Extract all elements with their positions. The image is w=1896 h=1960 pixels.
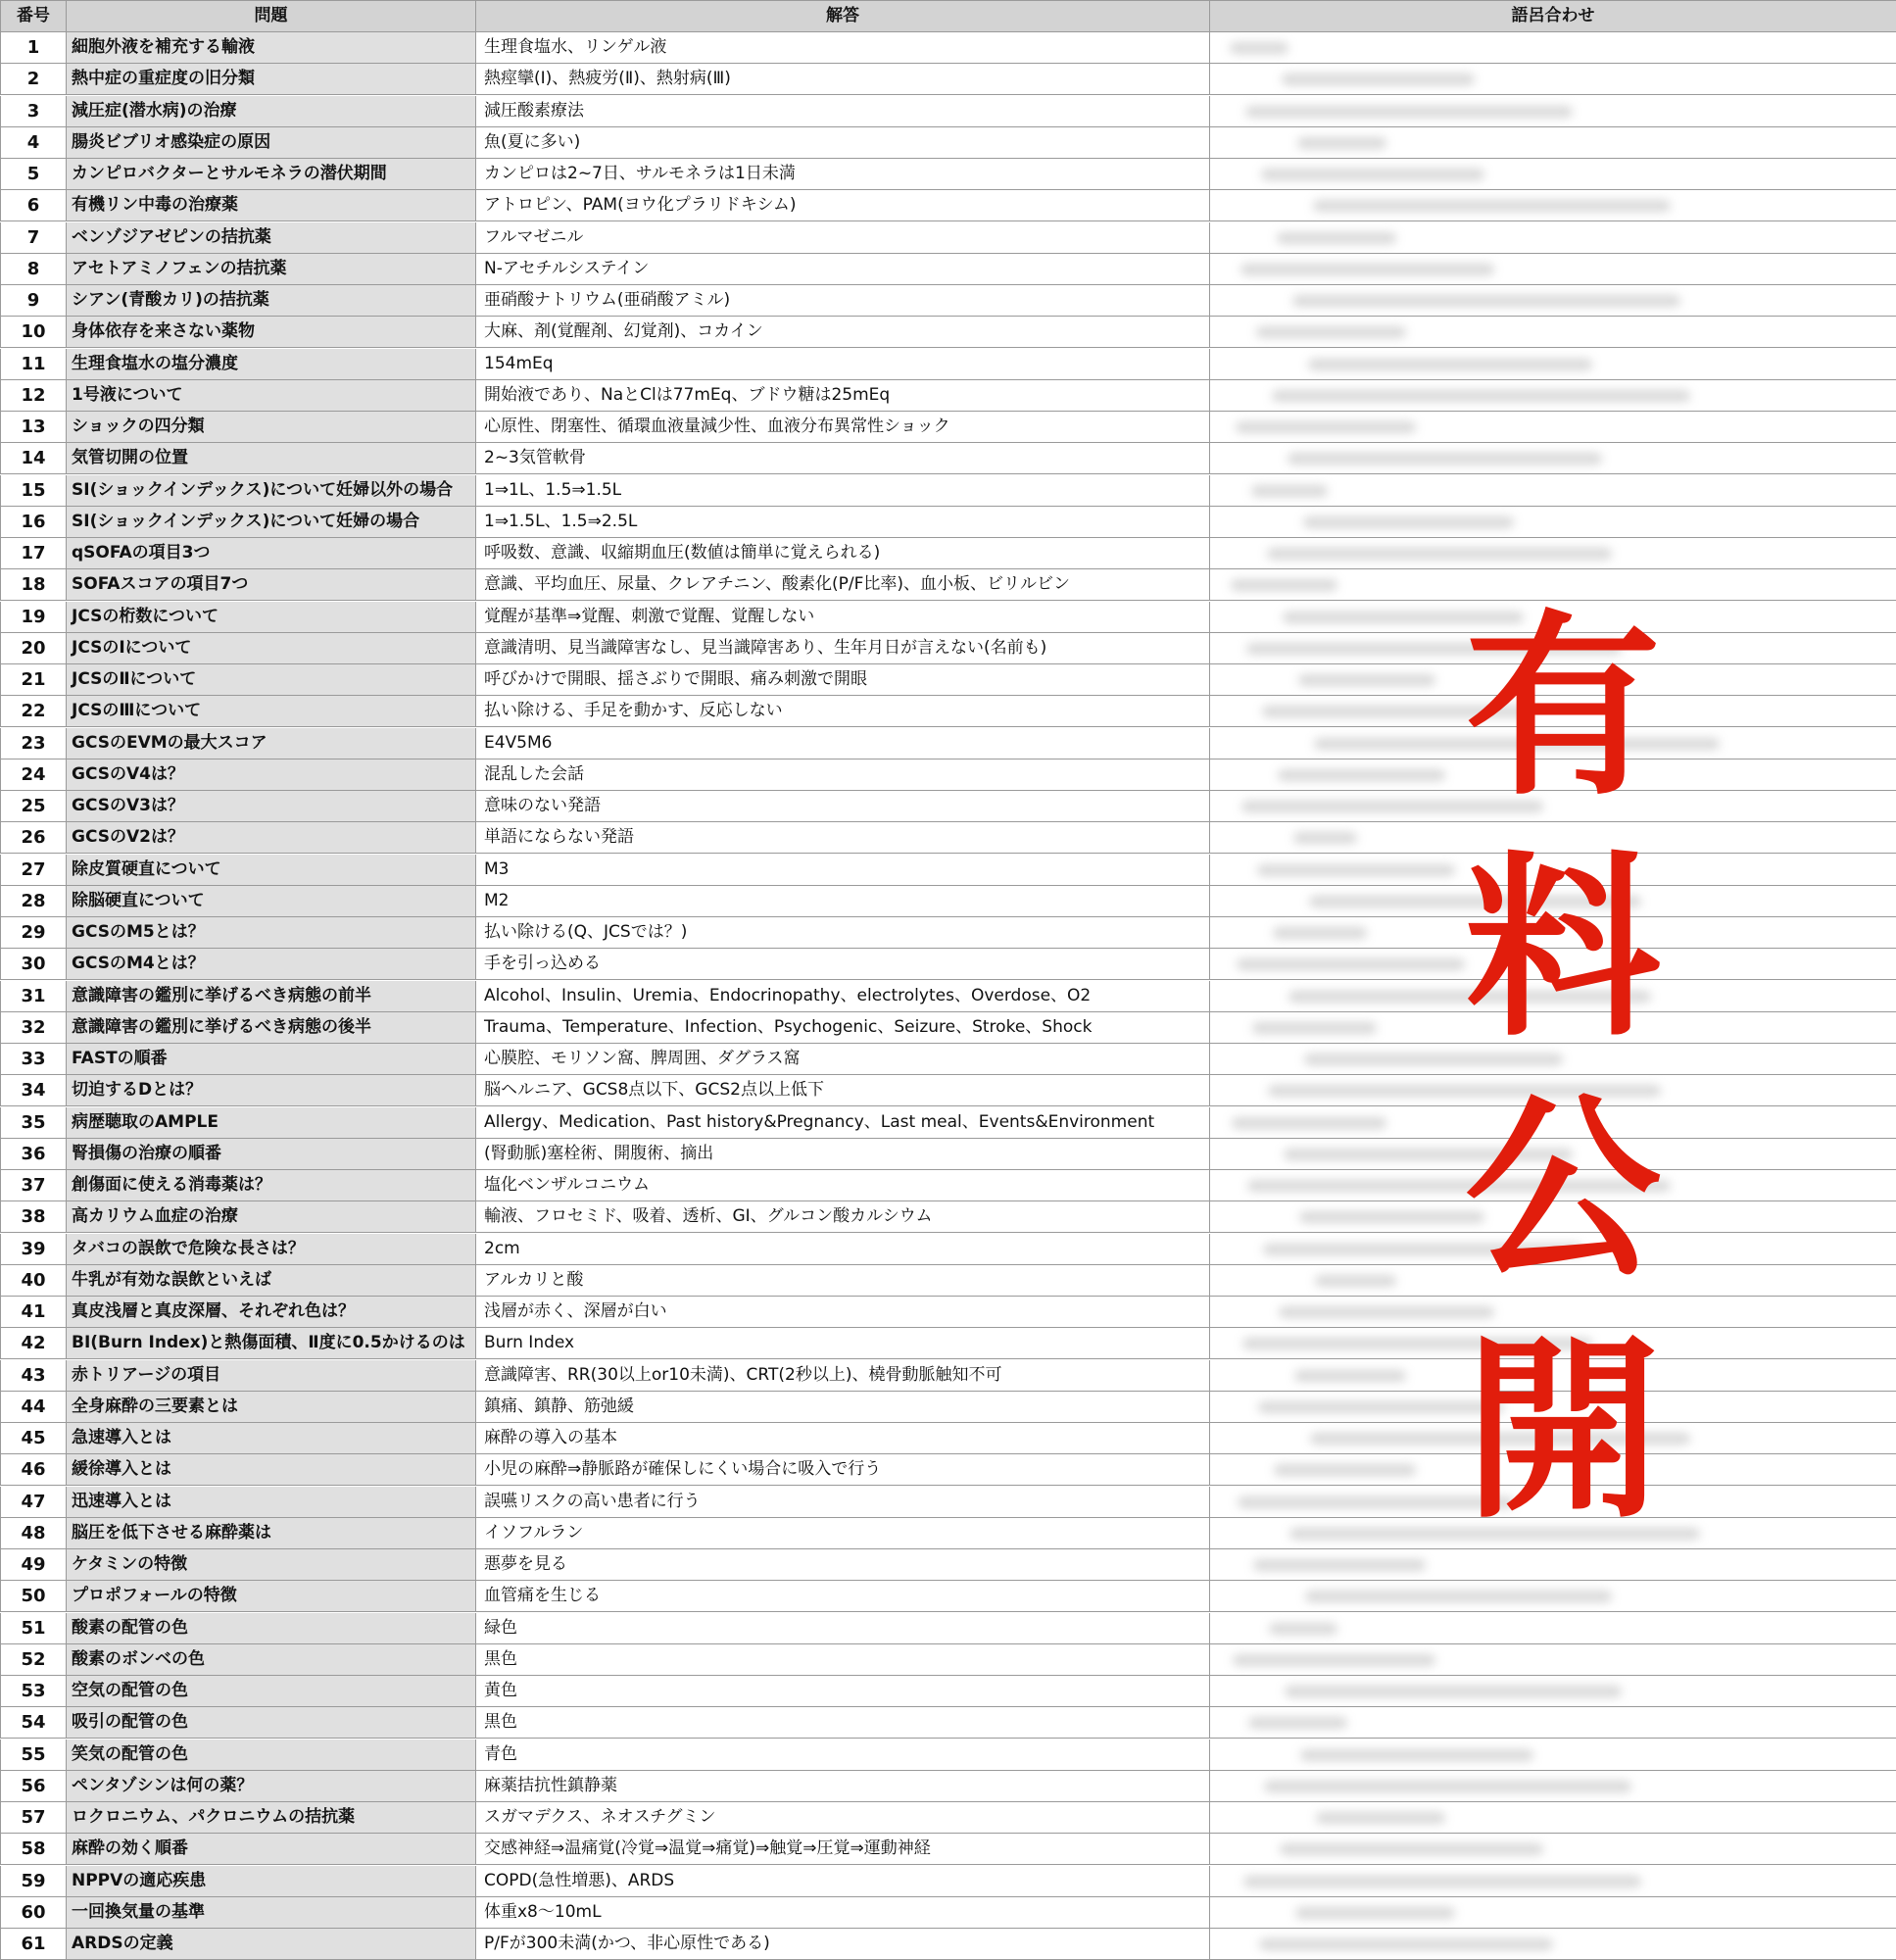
mnemonic-cell-blurred[interactable] <box>1210 1644 1896 1676</box>
question-cell[interactable]: ショックの四分類 <box>67 412 476 443</box>
blurred-text <box>1236 421 1416 433</box>
row-number-cell[interactable]: 19 <box>0 602 67 633</box>
answer-cell[interactable]: 血管痛を生じる <box>476 1581 1210 1612</box>
row-number-cell[interactable]: 50 <box>0 1581 67 1612</box>
row-number-cell[interactable]: 36 <box>0 1139 67 1170</box>
row-number-cell[interactable]: 55 <box>0 1740 67 1771</box>
blurred-text <box>1313 200 1671 212</box>
overlay-char: 有 <box>1464 594 1661 822</box>
table-row <box>0 1549 1896 1581</box>
row-number-cell[interactable]: 2 <box>0 64 67 95</box>
answer-cell[interactable]: 鎮痛、鎮静、筋弛緩 <box>476 1392 1210 1423</box>
question-cell[interactable]: 緩徐導入とは <box>67 1454 476 1486</box>
row-number-cell[interactable]: 53 <box>0 1676 67 1707</box>
header-answer: 解答 <box>476 0 1210 32</box>
answer-cell[interactable]: カンピロは2~7日、サルモネラは1日未満 <box>476 159 1210 190</box>
table-row <box>0 475 1896 507</box>
header-question: 問題 <box>67 0 476 32</box>
row-number-cell[interactable]: 14 <box>0 443 67 474</box>
mnemonic-cell-blurred[interactable] <box>1210 96 1896 127</box>
header-num: 番号 <box>0 0 67 32</box>
answer-cell[interactable]: 1⇒1L、1.5⇒1.5L <box>476 475 1210 507</box>
table-row <box>0 32 1896 64</box>
mnemonic-cell-blurred[interactable] <box>1210 285 1896 317</box>
question-cell[interactable]: 細胞外液を補充する輸液 <box>67 32 476 64</box>
answer-cell[interactable]: 払い除ける、手足を動かす、反応しない <box>476 696 1210 727</box>
answer-cell[interactable]: 黒色 <box>476 1707 1210 1739</box>
mnemonic-cell-blurred[interactable] <box>1210 32 1896 64</box>
row-number-cell[interactable]: 35 <box>0 1107 67 1139</box>
row-number-cell[interactable]: 29 <box>0 917 67 949</box>
mnemonic-cell-blurred[interactable] <box>1210 475 1896 507</box>
answer-cell[interactable]: 塩化ベンザルコニウム <box>476 1170 1210 1201</box>
blurred-text <box>1295 1907 1455 1919</box>
question-cell[interactable]: 赤トリアージの項目 <box>67 1360 476 1392</box>
table-row <box>0 254 1896 285</box>
mnemonic-cell-blurred[interactable] <box>1210 159 1896 190</box>
mnemonic-cell-blurred[interactable] <box>1210 127 1896 159</box>
table-row <box>0 317 1896 348</box>
question-cell[interactable]: プロポフォールの特徴 <box>67 1581 476 1612</box>
question-cell[interactable]: GCSのM5とは？ <box>67 917 476 949</box>
row-number-cell[interactable]: 12 <box>0 380 67 412</box>
row-number-cell[interactable]: 38 <box>0 1201 67 1233</box>
question-cell[interactable]: JCSの桁数について <box>67 602 476 633</box>
mnemonic-cell-blurred[interactable] <box>1210 349 1896 380</box>
question-cell[interactable]: ペンタゾシンは何の薬？ <box>67 1771 476 1802</box>
row-number-cell[interactable]: 9 <box>0 285 67 317</box>
answer-cell[interactable]: 呼吸数、意識、収縮期血圧(数値は簡単に覚えられる) <box>476 538 1210 569</box>
row-number-cell[interactable]: 4 <box>0 127 67 159</box>
answer-cell[interactable]: 熱痙攣(Ⅰ)、熱疲労(Ⅱ)、熱射病(Ⅲ) <box>476 64 1210 95</box>
question-cell[interactable]: 意識障害の鑑別に挙げるべき病態の前半 <box>67 981 476 1012</box>
answer-cell[interactable]: 2~3気管軟骨 <box>476 443 1210 474</box>
answer-cell[interactable]: COPD(急性増悪)、ARDS <box>476 1866 1210 1897</box>
blurred-text <box>1285 1686 1622 1697</box>
blurred-text <box>1303 516 1514 528</box>
blurred-text <box>1253 1559 1426 1571</box>
question-cell[interactable]: JCSのⅡについて <box>67 664 476 696</box>
row-number-cell[interactable]: 41 <box>0 1297 67 1328</box>
blurred-text <box>1252 1022 1377 1034</box>
answer-cell[interactable]: 緑色 <box>476 1613 1210 1644</box>
table-row <box>0 1613 1896 1644</box>
row-number-cell[interactable]: 26 <box>0 822 67 854</box>
table-row <box>0 285 1896 317</box>
row-number-cell[interactable]: 45 <box>0 1423 67 1454</box>
mnemonic-cell-blurred[interactable] <box>1210 443 1896 474</box>
table-row <box>0 507 1896 538</box>
question-cell[interactable]: GCSのEVMの最大スコア <box>67 728 476 760</box>
question-cell[interactable]: GCSのV4は？ <box>67 760 476 791</box>
answer-cell[interactable]: 意識、平均血圧、尿量、クレアチニン、酸素化(P/F比率)、血小板、ビリルビン <box>476 569 1210 601</box>
question-cell[interactable]: 切迫するDとは？ <box>67 1075 476 1106</box>
row-number-cell[interactable]: 20 <box>0 633 67 664</box>
row-number-cell[interactable]: 25 <box>0 791 67 822</box>
answer-cell[interactable]: P/Fが300未満(かつ、非心原性である) <box>476 1929 1210 1960</box>
answer-cell[interactable]: 魚(夏に多い) <box>476 127 1210 159</box>
question-cell[interactable]: タバコの誤飲で危険な長さは？ <box>67 1234 476 1265</box>
table-row <box>0 96 1896 127</box>
blurred-text <box>1240 264 1494 275</box>
mnemonic-cell-blurred[interactable] <box>1210 64 1896 95</box>
question-cell[interactable]: JCSのⅠについて <box>67 633 476 664</box>
table-row <box>0 1929 1896 1960</box>
question-cell[interactable]: 牛乳が有効な誤飲といえば <box>67 1265 476 1297</box>
answer-cell[interactable]: スガマデクス、ネオスチグミン <box>476 1802 1210 1834</box>
row-number-cell[interactable]: 34 <box>0 1075 67 1106</box>
answer-cell[interactable]: 2cm <box>476 1234 1210 1265</box>
answer-cell[interactable]: フルマゼニル <box>476 222 1210 254</box>
blurred-text <box>1308 359 1592 370</box>
answer-cell[interactable]: 小児の麻酔⇒静脈路が確保しにくい場合に吸入で行う <box>476 1454 1210 1486</box>
answer-cell[interactable]: 黒色 <box>476 1644 1210 1676</box>
question-cell[interactable]: ARDSの定義 <box>67 1929 476 1960</box>
row-number-cell[interactable]: 22 <box>0 696 67 727</box>
answer-cell[interactable]: アトロピン、PAM(ヨウ化プラリドキシム) <box>476 190 1210 221</box>
blurred-text <box>1274 1464 1416 1476</box>
mnemonic-cell-blurred[interactable] <box>1210 1866 1896 1897</box>
blurred-text <box>1298 674 1435 686</box>
row-number-cell[interactable]: 31 <box>0 981 67 1012</box>
question-cell[interactable]: シアン(青酸カリ)の拮抗薬 <box>67 285 476 317</box>
question-cell[interactable]: SI(ショックインデックス)について妊婦以外の場合 <box>67 475 476 507</box>
blurred-text <box>1288 453 1602 465</box>
answer-cell[interactable]: (腎動脈)塞栓術、開腹術、摘出 <box>476 1139 1210 1170</box>
blurred-text <box>1272 390 1690 402</box>
answer-cell[interactable]: 大麻、剤(覚醒剤、幻覚剤)、コカイン <box>476 317 1210 348</box>
row-number-cell[interactable]: 51 <box>0 1613 67 1644</box>
question-cell[interactable]: 創傷面に使える消毒薬は？ <box>67 1170 476 1201</box>
answer-cell[interactable]: 1⇒1.5L、1.5⇒2.5L <box>476 507 1210 538</box>
answer-cell[interactable]: M2 <box>476 886 1210 917</box>
row-number-cell[interactable]: 15 <box>0 475 67 507</box>
row-number-cell[interactable]: 39 <box>0 1234 67 1265</box>
answer-cell[interactable]: 開始液であり、NaとClは77mEq、ブドウ糖は25mEq <box>476 380 1210 412</box>
question-cell[interactable]: BI(Burn Index)と熱傷面積、Ⅱ度に0.5かけるのは <box>67 1328 476 1359</box>
blurred-text <box>1282 74 1475 85</box>
question-cell[interactable]: 酸素の配管の色 <box>67 1613 476 1644</box>
question-cell[interactable]: 全身麻酔の三要素とは <box>67 1392 476 1423</box>
row-number-cell[interactable]: 32 <box>0 1012 67 1044</box>
table-row <box>0 1707 1896 1739</box>
question-cell[interactable]: JCSのⅢについて <box>67 696 476 727</box>
answer-cell[interactable]: 心原性、閉塞性、循環血液量減少性、血液分布異常性ショック <box>476 412 1210 443</box>
question-cell[interactable]: 腎損傷の治療の順番 <box>67 1139 476 1170</box>
answer-cell[interactable]: 浅層が赤く、深層が白い <box>476 1297 1210 1328</box>
answer-cell[interactable]: 払い除ける(Q、JCSでは？) <box>476 917 1210 949</box>
answer-cell[interactable]: E4V5M6 <box>476 728 1210 760</box>
question-cell[interactable]: 空気の配管の色 <box>67 1676 476 1707</box>
blurred-text <box>1251 485 1328 497</box>
row-number-cell[interactable]: 10 <box>0 317 67 348</box>
table-row <box>0 127 1896 159</box>
question-cell[interactable]: 除皮質硬直について <box>67 855 476 886</box>
row-number-cell[interactable]: 59 <box>0 1866 67 1897</box>
row-number-cell[interactable]: 17 <box>0 538 67 569</box>
mnemonic-cell-blurred[interactable] <box>1210 317 1896 348</box>
mnemonic-cell-blurred[interactable] <box>1210 1834 1896 1865</box>
mnemonic-cell-blurred[interactable] <box>1210 1613 1896 1644</box>
mnemonic-cell-blurred[interactable] <box>1210 380 1896 412</box>
question-cell[interactable]: 高カリウム血症の治療 <box>67 1201 476 1233</box>
mnemonic-cell-blurred[interactable] <box>1210 254 1896 285</box>
table-row <box>0 1771 1896 1802</box>
row-number-cell[interactable]: 52 <box>0 1644 67 1676</box>
blurred-text <box>1300 1749 1533 1761</box>
answer-cell[interactable]: Burn Index <box>476 1328 1210 1359</box>
answer-cell[interactable]: 輸液、フロセミド、吸着、透析、GI、グルコン酸カルシウム <box>476 1201 1210 1233</box>
question-cell[interactable]: 腸炎ビブリオ感染症の原因 <box>67 127 476 159</box>
question-cell[interactable]: NPPVの適応疾患 <box>67 1866 476 1897</box>
overlay-char: 開 <box>1464 1317 1661 1545</box>
row-number-cell[interactable]: 56 <box>0 1771 67 1802</box>
answer-cell[interactable]: N-アセチルシステイン <box>476 254 1210 285</box>
question-cell[interactable]: アセトアミノフェンの拮抗薬 <box>67 254 476 285</box>
answer-cell[interactable]: Alcohol、Insulin、Uremia、Endocrinopathy、electrolytes、Overdose、O2 <box>476 981 1210 1012</box>
blurred-text <box>1233 1654 1435 1666</box>
question-cell[interactable]: 身体依存を来さない薬物 <box>67 317 476 348</box>
answer-cell[interactable]: 亜硝酸ナトリウム(亜硝酸アミル) <box>476 285 1210 317</box>
row-number-cell[interactable]: 40 <box>0 1265 67 1297</box>
question-cell[interactable]: ベンゾジアゼピンの拮抗薬 <box>67 222 476 254</box>
question-cell[interactable]: 急速導入とは <box>67 1423 476 1454</box>
row-number-cell[interactable]: 30 <box>0 949 67 980</box>
question-cell[interactable]: 有機リン中毒の治療薬 <box>67 190 476 221</box>
answer-cell[interactable]: 意識清明、見当識障害なし、見当識障害あり、生年月日が言えない(名前も) <box>476 633 1210 664</box>
table-row <box>0 159 1896 190</box>
row-number-cell[interactable]: 8 <box>0 254 67 285</box>
answer-cell[interactable]: 悪夢を見る <box>476 1549 1210 1581</box>
blurred-text <box>1277 232 1396 244</box>
blurred-text <box>1315 1275 1396 1287</box>
row-number-cell[interactable]: 33 <box>0 1044 67 1075</box>
question-cell[interactable]: 脳圧を低下させる麻酔薬は <box>67 1518 476 1549</box>
blurred-text <box>1230 42 1288 54</box>
row-number-cell[interactable]: 21 <box>0 664 67 696</box>
row-number-cell[interactable]: 49 <box>0 1549 67 1581</box>
blurred-text <box>1297 137 1386 149</box>
row-number-cell[interactable]: 37 <box>0 1170 67 1201</box>
blurred-text <box>1292 295 1680 307</box>
question-cell[interactable]: ロクロニウム、パクロニウムの拮抗薬 <box>67 1802 476 1834</box>
row-number-cell[interactable]: 27 <box>0 855 67 886</box>
mnemonic-cell-blurred[interactable] <box>1210 1707 1896 1739</box>
row-number-cell[interactable]: 18 <box>0 569 67 601</box>
question-cell[interactable]: 生理食塩水の塩分濃度 <box>67 349 476 380</box>
table-row <box>0 64 1896 95</box>
row-number-cell[interactable]: 60 <box>0 1897 67 1929</box>
row-number-cell[interactable]: 48 <box>0 1518 67 1549</box>
row-number-cell[interactable]: 1 <box>0 32 67 64</box>
overlay-char: 公 <box>1464 1076 1661 1304</box>
blurred-text <box>1261 169 1484 180</box>
question-cell[interactable]: ケタミンの特徴 <box>67 1549 476 1581</box>
answer-cell[interactable]: イソフルラン <box>476 1518 1210 1549</box>
table-row <box>0 1866 1896 1897</box>
row-number-cell[interactable]: 58 <box>0 1834 67 1865</box>
answer-cell[interactable]: Allergy、Medication、Past history&Pregnancy、Last meal、Events&Environment <box>476 1107 1210 1139</box>
question-cell[interactable]: 吸引の配管の色 <box>67 1707 476 1739</box>
row-number-cell[interactable]: 16 <box>0 507 67 538</box>
blurred-text <box>1305 1591 1612 1602</box>
answer-cell[interactable]: 手を引っ込める <box>476 949 1210 980</box>
blurred-text <box>1248 1717 1347 1729</box>
row-number-cell[interactable]: 6 <box>0 190 67 221</box>
answer-cell[interactable]: 覚醒が基準⇒覚醒、刺激で覚醒、覚醒しない <box>476 602 1210 633</box>
blurred-text <box>1232 1117 1386 1129</box>
table-row <box>0 412 1896 443</box>
row-number-cell[interactable]: 11 <box>0 349 67 380</box>
mnemonic-cell-blurred[interactable] <box>1210 1771 1896 1802</box>
question-cell[interactable]: 迅速導入とは <box>67 1487 476 1518</box>
blurred-text <box>1237 958 1465 970</box>
table-row <box>0 1897 1896 1929</box>
blurred-text <box>1243 1876 1641 1887</box>
question-cell[interactable]: 一回換気量の基準 <box>67 1897 476 1929</box>
mnemonic-cell-blurred[interactable] <box>1210 412 1896 443</box>
blurred-text <box>1278 769 1445 781</box>
table-row <box>0 1802 1896 1834</box>
question-cell[interactable]: 病歴聴取のAMPLE <box>67 1107 476 1139</box>
question-cell[interactable]: 笑気の配管の色 <box>67 1740 476 1771</box>
blurred-text <box>1259 1938 1553 1950</box>
question-cell[interactable]: 減圧症(潜水病)の治療 <box>67 96 476 127</box>
row-number-cell[interactable]: 3 <box>0 96 67 127</box>
row-number-cell[interactable]: 24 <box>0 760 67 791</box>
answer-cell[interactable]: 意味のない発語 <box>476 791 1210 822</box>
answer-cell[interactable]: 減圧酸素療法 <box>476 96 1210 127</box>
row-number-cell[interactable]: 57 <box>0 1802 67 1834</box>
table-row <box>0 443 1896 474</box>
answer-cell[interactable]: 誤嚥リスクの高い患者に行う <box>476 1487 1210 1518</box>
blurred-text <box>1245 106 1573 118</box>
overlay-char: 料 <box>1464 835 1661 1063</box>
answer-cell[interactable]: Trauma、Temperature、Infection、Psychogenic、Seizure、Stroke、Shock <box>476 1012 1210 1044</box>
question-cell[interactable]: 気管切開の位置 <box>67 443 476 474</box>
row-number-cell[interactable]: 28 <box>0 886 67 917</box>
mnemonic-cell-blurred[interactable] <box>1210 222 1896 254</box>
mnemonic-cell-blurred[interactable] <box>1210 1897 1896 1929</box>
question-cell[interactable]: カンピロバクターとサルモネラの潜伏期間 <box>67 159 476 190</box>
row-number-cell[interactable]: 5 <box>0 159 67 190</box>
question-cell[interactable]: 真皮浅層と真皮深層、それぞれ色は？ <box>67 1297 476 1328</box>
question-cell[interactable]: 酸素のボンベの色 <box>67 1644 476 1676</box>
blurred-text <box>1280 1843 1543 1855</box>
question-cell[interactable]: 意識障害の鑑別に挙げるべき病態の後半 <box>67 1012 476 1044</box>
row-number-cell[interactable]: 44 <box>0 1392 67 1423</box>
blurred-text <box>1231 579 1337 591</box>
mnemonic-cell-blurred[interactable] <box>1210 1581 1896 1612</box>
mnemonic-cell-blurred[interactable] <box>1210 1929 1896 1960</box>
answer-cell[interactable]: 脳ヘルニア、GCS8点以下、GCS2点以上低下 <box>476 1075 1210 1106</box>
answer-cell[interactable]: 意識障害、RR(30以上or10未満)、CRT(2秒以上)、橈骨動脈触知不可 <box>476 1360 1210 1392</box>
table-row <box>0 1676 1896 1707</box>
answer-cell[interactable]: 154mEq <box>476 349 1210 380</box>
answer-cell[interactable]: 青色 <box>476 1740 1210 1771</box>
table-row <box>0 1581 1896 1612</box>
row-number-cell[interactable]: 46 <box>0 1454 67 1486</box>
mnemonic-cell-blurred[interactable] <box>1210 1549 1896 1581</box>
blurred-text <box>1264 1781 1631 1792</box>
mnemonic-cell-blurred[interactable] <box>1210 190 1896 221</box>
blurred-text <box>1267 548 1612 560</box>
question-cell[interactable]: SOFAスコアの項目7つ <box>67 569 476 601</box>
table-row <box>0 222 1896 254</box>
question-cell[interactable]: GCSのV2は？ <box>67 822 476 854</box>
question-cell[interactable]: 熱中症の重症度の旧分類 <box>67 64 476 95</box>
blurred-text <box>1273 927 1367 939</box>
answer-cell[interactable]: 麻薬拮抗性鎮静薬 <box>476 1771 1210 1802</box>
blurred-text <box>1293 832 1357 844</box>
mnemonic-cell-blurred[interactable] <box>1210 1740 1896 1771</box>
mnemonic-cell-blurred[interactable] <box>1210 1676 1896 1707</box>
row-number-cell[interactable]: 47 <box>0 1487 67 1518</box>
question-cell[interactable]: GCSのV3は？ <box>67 791 476 822</box>
paid-release-overlay <box>1445 588 1680 1552</box>
answer-cell[interactable]: 黄色 <box>476 1676 1210 1707</box>
row-number-cell[interactable]: 23 <box>0 728 67 760</box>
row-number-cell[interactable]: 43 <box>0 1360 67 1392</box>
blurred-text <box>1294 1370 1406 1382</box>
answer-cell[interactable]: 体重x8〜10mL <box>476 1897 1210 1929</box>
table-row <box>0 349 1896 380</box>
table-row <box>0 1644 1896 1676</box>
answer-cell[interactable]: 交感神経⇒温痛覚(冷覚⇒温覚⇒痛覚)⇒触覚⇒圧覚⇒運動神経 <box>476 1834 1210 1865</box>
question-cell[interactable]: FASTの順番 <box>67 1044 476 1075</box>
row-number-cell[interactable]: 61 <box>0 1929 67 1960</box>
blurred-text <box>1256 326 1406 338</box>
question-cell[interactable]: GCSのM4とは？ <box>67 949 476 980</box>
table-row <box>0 190 1896 221</box>
answer-cell[interactable]: M3 <box>476 855 1210 886</box>
table-row <box>0 1740 1896 1771</box>
answer-cell[interactable]: 混乱した会話 <box>476 760 1210 791</box>
answer-cell[interactable]: 呼びかけで開眼、揺さぶりで開眼、痛み刺激で開眼 <box>476 664 1210 696</box>
mnemonic-cell-blurred[interactable] <box>1210 507 1896 538</box>
mnemonic-cell-blurred[interactable] <box>1210 538 1896 569</box>
row-number-cell[interactable]: 7 <box>0 222 67 254</box>
answer-cell[interactable]: 麻酔の導入の基本 <box>476 1423 1210 1454</box>
row-number-cell[interactable]: 13 <box>0 412 67 443</box>
blurred-text <box>1269 1623 1337 1635</box>
table-row <box>0 1834 1896 1865</box>
answer-cell[interactable]: アルカリと酸 <box>476 1265 1210 1297</box>
blurred-text <box>1316 1812 1445 1824</box>
question-cell[interactable]: SI(ショックインデックス)について妊婦の場合 <box>67 507 476 538</box>
row-number-cell[interactable]: 42 <box>0 1328 67 1359</box>
question-cell[interactable]: 麻酔の効く順番 <box>67 1834 476 1865</box>
answer-cell[interactable]: 心膜腔、モリソン窩、脾周囲、ダグラス窩 <box>476 1044 1210 1075</box>
mnemonic-cell-blurred[interactable] <box>1210 1802 1896 1834</box>
blurred-text <box>1257 864 1455 876</box>
answer-cell[interactable]: 生理食塩水、リンゲル液 <box>476 32 1210 64</box>
question-cell[interactable]: 1号液について <box>67 380 476 412</box>
question-cell[interactable]: 除脳硬直について <box>67 886 476 917</box>
header-mnemonic: 語呂合わせ <box>1210 0 1896 32</box>
table-row <box>0 380 1896 412</box>
question-cell[interactable]: qSOFAの項目3つ <box>67 538 476 569</box>
row-number-cell[interactable]: 54 <box>0 1707 67 1739</box>
answer-cell[interactable]: 単語にならない発語 <box>476 822 1210 854</box>
table-row <box>0 538 1896 569</box>
